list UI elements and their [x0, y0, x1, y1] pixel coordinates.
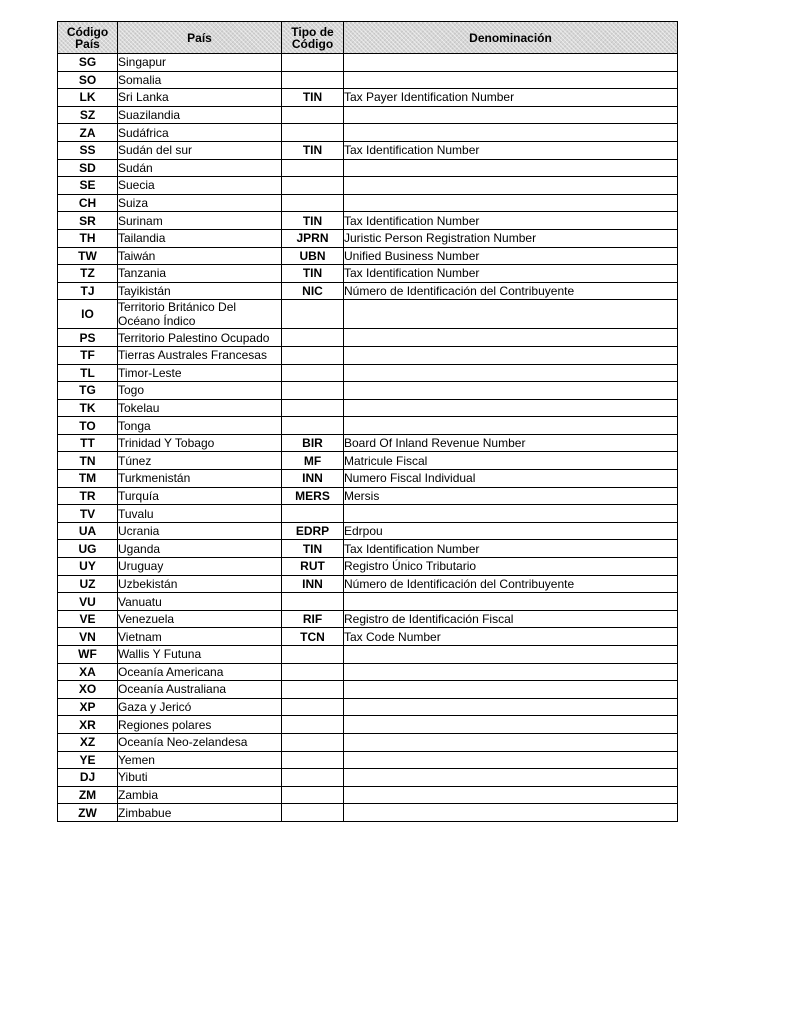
country-code-cell: TJ — [58, 282, 118, 300]
country-name-line2: Océano Índico — [118, 314, 196, 329]
header-country-code — [58, 22, 118, 54]
denomination-cell: Board Of Inland Revenue Number — [344, 434, 678, 452]
table-row — [58, 229, 678, 247]
country-code-cell: SE — [58, 177, 118, 195]
code-type-cell — [282, 329, 344, 347]
country-name-cell: Uzbekistán — [118, 575, 282, 593]
country-name-cell: Oceanía Americana — [118, 663, 282, 681]
code-type-cell: TIN — [282, 141, 344, 159]
table-row — [58, 247, 678, 265]
country-code-cell: TK — [58, 399, 118, 417]
table-row — [58, 698, 678, 716]
country-name-cell — [118, 300, 282, 329]
code-type-cell: BIR — [282, 434, 344, 452]
country-code-table — [57, 21, 678, 822]
table-row — [58, 124, 678, 142]
code-type-cell — [282, 194, 344, 212]
denomination-cell — [344, 159, 678, 177]
country-name-cell: Somalia — [118, 71, 282, 89]
country-code-cell: SZ — [58, 106, 118, 124]
table-row — [58, 417, 678, 435]
code-type-cell — [282, 716, 344, 734]
table-row — [58, 628, 678, 646]
country-code-cell: TR — [58, 487, 118, 505]
code-type-cell — [282, 681, 344, 699]
code-type-cell — [282, 399, 344, 417]
country-code-cell: SD — [58, 159, 118, 177]
code-type-cell: RIF — [282, 610, 344, 628]
denomination-cell — [344, 54, 678, 72]
table-row — [58, 646, 678, 664]
table-row — [58, 329, 678, 347]
country-name-cell: Túnez — [118, 452, 282, 470]
country-code-cell: SR — [58, 212, 118, 230]
country-code-cell: UG — [58, 540, 118, 558]
denomination-cell: Registro Único Tributario — [344, 558, 678, 576]
country-name-cell: Yibuti — [118, 769, 282, 787]
code-type-cell — [282, 300, 344, 329]
country-code-cell: LK — [58, 89, 118, 107]
code-type-cell — [282, 593, 344, 611]
country-name-cell: Tuvalu — [118, 505, 282, 523]
table-row — [58, 54, 678, 72]
country-code-cell: DJ — [58, 769, 118, 787]
country-code-cell: IO — [58, 300, 118, 329]
table-row — [58, 300, 678, 329]
country-code-cell: UY — [58, 558, 118, 576]
table-row — [58, 159, 678, 177]
denomination-cell: Mersis — [344, 487, 678, 505]
table-row — [58, 733, 678, 751]
country-code-cell: VE — [58, 610, 118, 628]
country-code-cell: XO — [58, 681, 118, 699]
table-row — [58, 89, 678, 107]
code-type-cell — [282, 382, 344, 400]
denomination-cell — [344, 382, 678, 400]
code-type-cell: JPRN — [282, 229, 344, 247]
country-name-cell: Suecia — [118, 177, 282, 195]
country-name-cell: Turquía — [118, 487, 282, 505]
country-name-cell: Tonga — [118, 417, 282, 435]
code-type-cell: TIN — [282, 212, 344, 230]
code-type-cell: EDRP — [282, 522, 344, 540]
code-type-cell — [282, 646, 344, 664]
country-name-cell: Taiwán — [118, 247, 282, 265]
country-code-cell: SO — [58, 71, 118, 89]
country-code-cell: TT — [58, 434, 118, 452]
denomination-cell — [344, 698, 678, 716]
denomination-cell — [344, 646, 678, 664]
denomination-cell: Edrpou — [344, 522, 678, 540]
denomination-cell: Tax Identification Number — [344, 265, 678, 283]
country-code-cell: TZ — [58, 265, 118, 283]
country-name-cell: Zambia — [118, 786, 282, 804]
table-row — [58, 470, 678, 488]
table-row — [58, 106, 678, 124]
country-code-cell: TG — [58, 382, 118, 400]
code-type-cell — [282, 786, 344, 804]
country-name-cell: Singapur — [118, 54, 282, 72]
code-type-cell: MF — [282, 452, 344, 470]
country-name-cell: Tayikistán — [118, 282, 282, 300]
country-name-cell: Venezuela — [118, 610, 282, 628]
denomination-cell — [344, 300, 678, 329]
country-code-cell: XZ — [58, 733, 118, 751]
table-row — [58, 177, 678, 195]
header-country-code-line1: Código — [66, 24, 109, 39]
country-name-cell: Turkmenistán — [118, 470, 282, 488]
table-row — [58, 663, 678, 681]
country-code-cell: XA — [58, 663, 118, 681]
code-type-cell — [282, 505, 344, 523]
code-type-cell: NIC — [282, 282, 344, 300]
denomination-cell: Registro de Identificación Fiscal — [344, 610, 678, 628]
denomination-cell: Unified Business Number — [344, 247, 678, 265]
code-type-cell — [282, 106, 344, 124]
denomination-cell — [344, 663, 678, 681]
denomination-cell — [344, 399, 678, 417]
country-code-cell: UA — [58, 522, 118, 540]
table-row — [58, 716, 678, 734]
denomination-cell — [344, 346, 678, 364]
table-row — [58, 212, 678, 230]
code-type-cell: INN — [282, 470, 344, 488]
country-code-cell: PS — [58, 329, 118, 347]
country-name-cell: Oceanía Neo-zelandesa — [118, 733, 282, 751]
code-type-cell: INN — [282, 575, 344, 593]
country-name-cell: Vanuatu — [118, 593, 282, 611]
country-name-cell: Trinidad Y Tobago — [118, 434, 282, 452]
table-row — [58, 452, 678, 470]
table-row — [58, 141, 678, 159]
table-row — [58, 71, 678, 89]
table-row — [58, 282, 678, 300]
denomination-cell — [344, 177, 678, 195]
code-type-cell: TIN — [282, 540, 344, 558]
denomination-cell — [344, 769, 678, 787]
country-code-cell: TW — [58, 247, 118, 265]
country-name-cell: Surinam — [118, 212, 282, 230]
country-name-cell: Sudáfrica — [118, 124, 282, 142]
header-denomination: Denominación — [344, 22, 678, 54]
country-code-cell: TV — [58, 505, 118, 523]
country-name-cell: Wallis Y Futuna — [118, 646, 282, 664]
country-code-cell: TO — [58, 417, 118, 435]
denomination-cell — [344, 751, 678, 769]
header-country-code-line2: País — [75, 36, 100, 51]
country-code-cell: ZW — [58, 804, 118, 822]
country-name-cell: Suazilandia — [118, 106, 282, 124]
code-type-cell: UBN — [282, 247, 344, 265]
table-row — [58, 751, 678, 769]
denomination-cell: Tax Identification Number — [344, 212, 678, 230]
country-name-cell: Oceanía Australiana — [118, 681, 282, 699]
country-code-cell: ZA — [58, 124, 118, 142]
header-code-type-line1: Tipo de — [291, 24, 334, 39]
code-type-cell: TIN — [282, 89, 344, 107]
country-name-cell: Sudán — [118, 159, 282, 177]
code-type-cell — [282, 769, 344, 787]
country-code-cell: XR — [58, 716, 118, 734]
country-code-cell: UZ — [58, 575, 118, 593]
country-name-cell: Regiones polares — [118, 716, 282, 734]
denomination-cell — [344, 505, 678, 523]
denomination-cell — [344, 593, 678, 611]
table-row — [58, 434, 678, 452]
code-type-cell — [282, 346, 344, 364]
denomination-cell — [344, 716, 678, 734]
code-type-cell — [282, 54, 344, 72]
country-code-cell: SG — [58, 54, 118, 72]
country-code-cell: TN — [58, 452, 118, 470]
code-type-cell — [282, 364, 344, 382]
country-name-cell: Tierras Australes Francesas — [118, 346, 282, 364]
country-name-cell: Tanzania — [118, 265, 282, 283]
country-code-cell: TH — [58, 229, 118, 247]
code-type-cell: TCN — [282, 628, 344, 646]
code-type-cell: MERS — [282, 487, 344, 505]
table-row — [58, 265, 678, 283]
country-code-cell: VN — [58, 628, 118, 646]
table-row — [58, 610, 678, 628]
code-type-cell — [282, 177, 344, 195]
table-row — [58, 522, 678, 540]
denomination-cell: Tax Identification Number — [344, 141, 678, 159]
denomination-cell: Tax Code Number — [344, 628, 678, 646]
table-row — [58, 194, 678, 212]
table-row — [58, 540, 678, 558]
country-name-cell: Suiza — [118, 194, 282, 212]
denomination-cell: Numero Fiscal Individual — [344, 470, 678, 488]
code-type-cell — [282, 417, 344, 435]
table-body — [58, 54, 678, 822]
code-type-cell — [282, 698, 344, 716]
country-code-cell: ZM — [58, 786, 118, 804]
denomination-cell — [344, 733, 678, 751]
denomination-cell — [344, 786, 678, 804]
code-type-cell: RUT — [282, 558, 344, 576]
denomination-cell: Tax Identification Number — [344, 540, 678, 558]
country-name-cell: Zimbabue — [118, 804, 282, 822]
country-code-cell: CH — [58, 194, 118, 212]
country-code-cell: TF — [58, 346, 118, 364]
country-code-cell: TL — [58, 364, 118, 382]
code-type-cell — [282, 663, 344, 681]
table-row — [58, 364, 678, 382]
table-row — [58, 382, 678, 400]
table-row — [58, 487, 678, 505]
table-row — [58, 769, 678, 787]
code-type-cell — [282, 124, 344, 142]
code-type-cell — [282, 804, 344, 822]
table-header-row — [58, 22, 678, 54]
country-code-cell: SS — [58, 141, 118, 159]
denomination-cell: Número de Identificación del Contribuyente — [344, 575, 678, 593]
code-type-cell — [282, 71, 344, 89]
table-row — [58, 399, 678, 417]
country-name-cell: Gaza y Jericó — [118, 698, 282, 716]
table-row — [58, 804, 678, 822]
country-code-cell: XP — [58, 698, 118, 716]
country-name-line1: Territorio Británico Del — [118, 300, 237, 315]
denomination-cell — [344, 804, 678, 822]
country-name-cell: Uruguay — [118, 558, 282, 576]
denomination-cell — [344, 194, 678, 212]
country-name-cell: Tailandia — [118, 229, 282, 247]
country-name-cell: Sri Lanka — [118, 89, 282, 107]
header-country: País — [118, 22, 282, 54]
table-row — [58, 346, 678, 364]
denomination-cell: Tax Payer Identification Number — [344, 89, 678, 107]
denomination-cell — [344, 681, 678, 699]
country-name-cell: Ucrania — [118, 522, 282, 540]
code-type-cell — [282, 159, 344, 177]
country-name-cell: Vietnam — [118, 628, 282, 646]
country-name-cell: Tokelau — [118, 399, 282, 417]
code-type-cell — [282, 751, 344, 769]
country-name-cell: Territorio Palestino Ocupado — [118, 329, 282, 347]
country-name-cell: Uganda — [118, 540, 282, 558]
country-name-cell: Sudán del sur — [118, 141, 282, 159]
table-row — [58, 786, 678, 804]
denomination-cell — [344, 417, 678, 435]
table-row — [58, 593, 678, 611]
header-code-type — [282, 22, 344, 54]
header-code-type-line2: Código — [291, 36, 334, 51]
table-row — [58, 558, 678, 576]
denomination-cell: Juristic Person Registration Number — [344, 229, 678, 247]
country-name-cell: Togo — [118, 382, 282, 400]
denomination-cell — [344, 106, 678, 124]
country-code-cell: VU — [58, 593, 118, 611]
denomination-cell — [344, 364, 678, 382]
denomination-cell: Número de Identificación del Contribuyente — [344, 282, 678, 300]
country-code-cell: TM — [58, 470, 118, 488]
country-name-cell: Yemen — [118, 751, 282, 769]
code-type-cell: TIN — [282, 265, 344, 283]
code-type-cell — [282, 733, 344, 751]
denomination-cell — [344, 71, 678, 89]
table-row — [58, 505, 678, 523]
denomination-cell: Matricule Fiscal — [344, 452, 678, 470]
denomination-cell — [344, 124, 678, 142]
denomination-cell — [344, 329, 678, 347]
table-row — [58, 575, 678, 593]
country-name-cell: Timor-Leste — [118, 364, 282, 382]
country-code-cell: YE — [58, 751, 118, 769]
table-row — [58, 681, 678, 699]
country-code-cell: WF — [58, 646, 118, 664]
